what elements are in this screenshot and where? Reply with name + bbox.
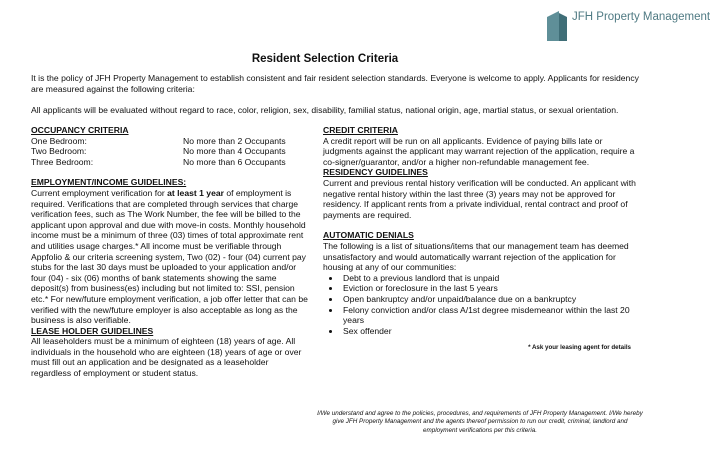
denials-heading: AUTOMATIC DENIALS [323,230,414,241]
page-title: Resident Selection Criteria [251,53,399,65]
list-item: • Open bankruptcy and/or unpaid/balance due on a bankruptcy [341,294,641,305]
fair-housing-paragraph: All applicants will be evaluated without regard to race, color, religion, sex, disability, familial status, national origin, age, martial status, or sexual orientation. [31,105,619,115]
list-item: • Debt to a previous landlord that is unpaid [341,273,641,284]
occupancy-row [31,146,309,157]
occupant-limit: No more than 4 Occupants [183,146,286,157]
employment-heading: EMPLOYMENT/INCOME GUIDELINES: [31,177,187,188]
residency-heading: RESIDENCY GUIDELINES [323,167,428,178]
leaseholder-heading: LEASE HOLDER GUIDELINES [31,325,154,336]
employment-text: Current employment verification for at least 1 year of employment is required. Verifications that are completed through services that charge verification fees, such as The Work Number, the fee will be billed to the applicant upon approval and due with move-in costs. Monthly household income must be a minimum of three (03) times of total approximate rent and utilities usage charges.* All income must be verifiable through Appfolio & our criteria screening system, Two (02) - four (04) current pay stubs for the last 30 days must be uploaded to your application and/or four (04) - six (06) months of bank statements showing the same deposit(s) from business(es) including but not limited to: SSI, pension etc.* For new/future employment verification, a job offer letter that can be verified with the new/future employer is also acceptable as long as the business is also verifiable. [31,187,308,326]
credit-text: A credit report will be run on all applicants. Evidence of paying bills late or judgments against the applicant may warrant rejection of the application, require a co-signer/guarantor, and/or a higher non-refundable management fee. [323,135,635,167]
occupant-limit: No more than 6 Occupants [183,156,286,167]
room-type: Three Bedroom: [31,156,94,167]
right-column [323,125,641,354]
employment-emphasis: at least 1 year [167,187,224,198]
leaseholder-text: All leaseholders must be a minimum of eighteen (18) years of age. All individuals in the household who are eighteen (18) years of age or over must fill out an application and be designated as a leaseholder regardless of employment or student status. [31,336,302,379]
leasing-agent-note: * Ask your leasing agent for details [528,344,631,352]
occupancy-row [31,136,309,147]
agreement-statement: I/We understand and agree to the policies, procedures, and requirements of JFH Property Management. I/We hereby give JFH Property Management and the agents thereof permission to run our credit, criminal, landlord and employment verifications per this criteria. [317,410,643,434]
intro-paragraph: It is the policy of JFH Property Management to establish consistent and fair resident selection standards. Everyone is welcome to apply. Applicants for residency are measured against the following criteria: [31,73,639,94]
denials-list [323,273,641,337]
building-logo-icon [546,11,568,41]
residency-text: Current and previous rental history verification will be conducted. An applicant with negative rental history within the last three (3) years may not be approved for residency. If applicant rents from a private individual, rental contract and proof of payments are required. [323,177,636,220]
list-item: • Felony conviction and/or class A/1st degree misdemeanor within the last 20 years [341,305,641,326]
list-item: • Sex offender [341,326,641,337]
left-column [31,125,309,379]
room-type: Two Bedroom: [31,146,87,157]
occupancy-row [31,157,309,168]
occupancy-table [31,136,309,168]
occupancy-heading: OCCUPANCY CRITERIA [31,125,129,135]
intro-section [31,73,639,116]
room-type: One Bedroom: [31,135,87,146]
list-item: • Eviction or foreclosure in the last 5 years [341,283,641,294]
logo-text: JFH Property Management [572,11,710,23]
company-logo [546,10,710,42]
denials-text: The following is a list of situations/items that our management team has deemed unsatisfactory and would automatically warrant rejection of the application for housing at any of our communities: [323,240,629,273]
credit-heading: CREDIT CRITERIA [323,125,398,135]
occupant-limit: No more than 2 Occupants [183,135,286,146]
